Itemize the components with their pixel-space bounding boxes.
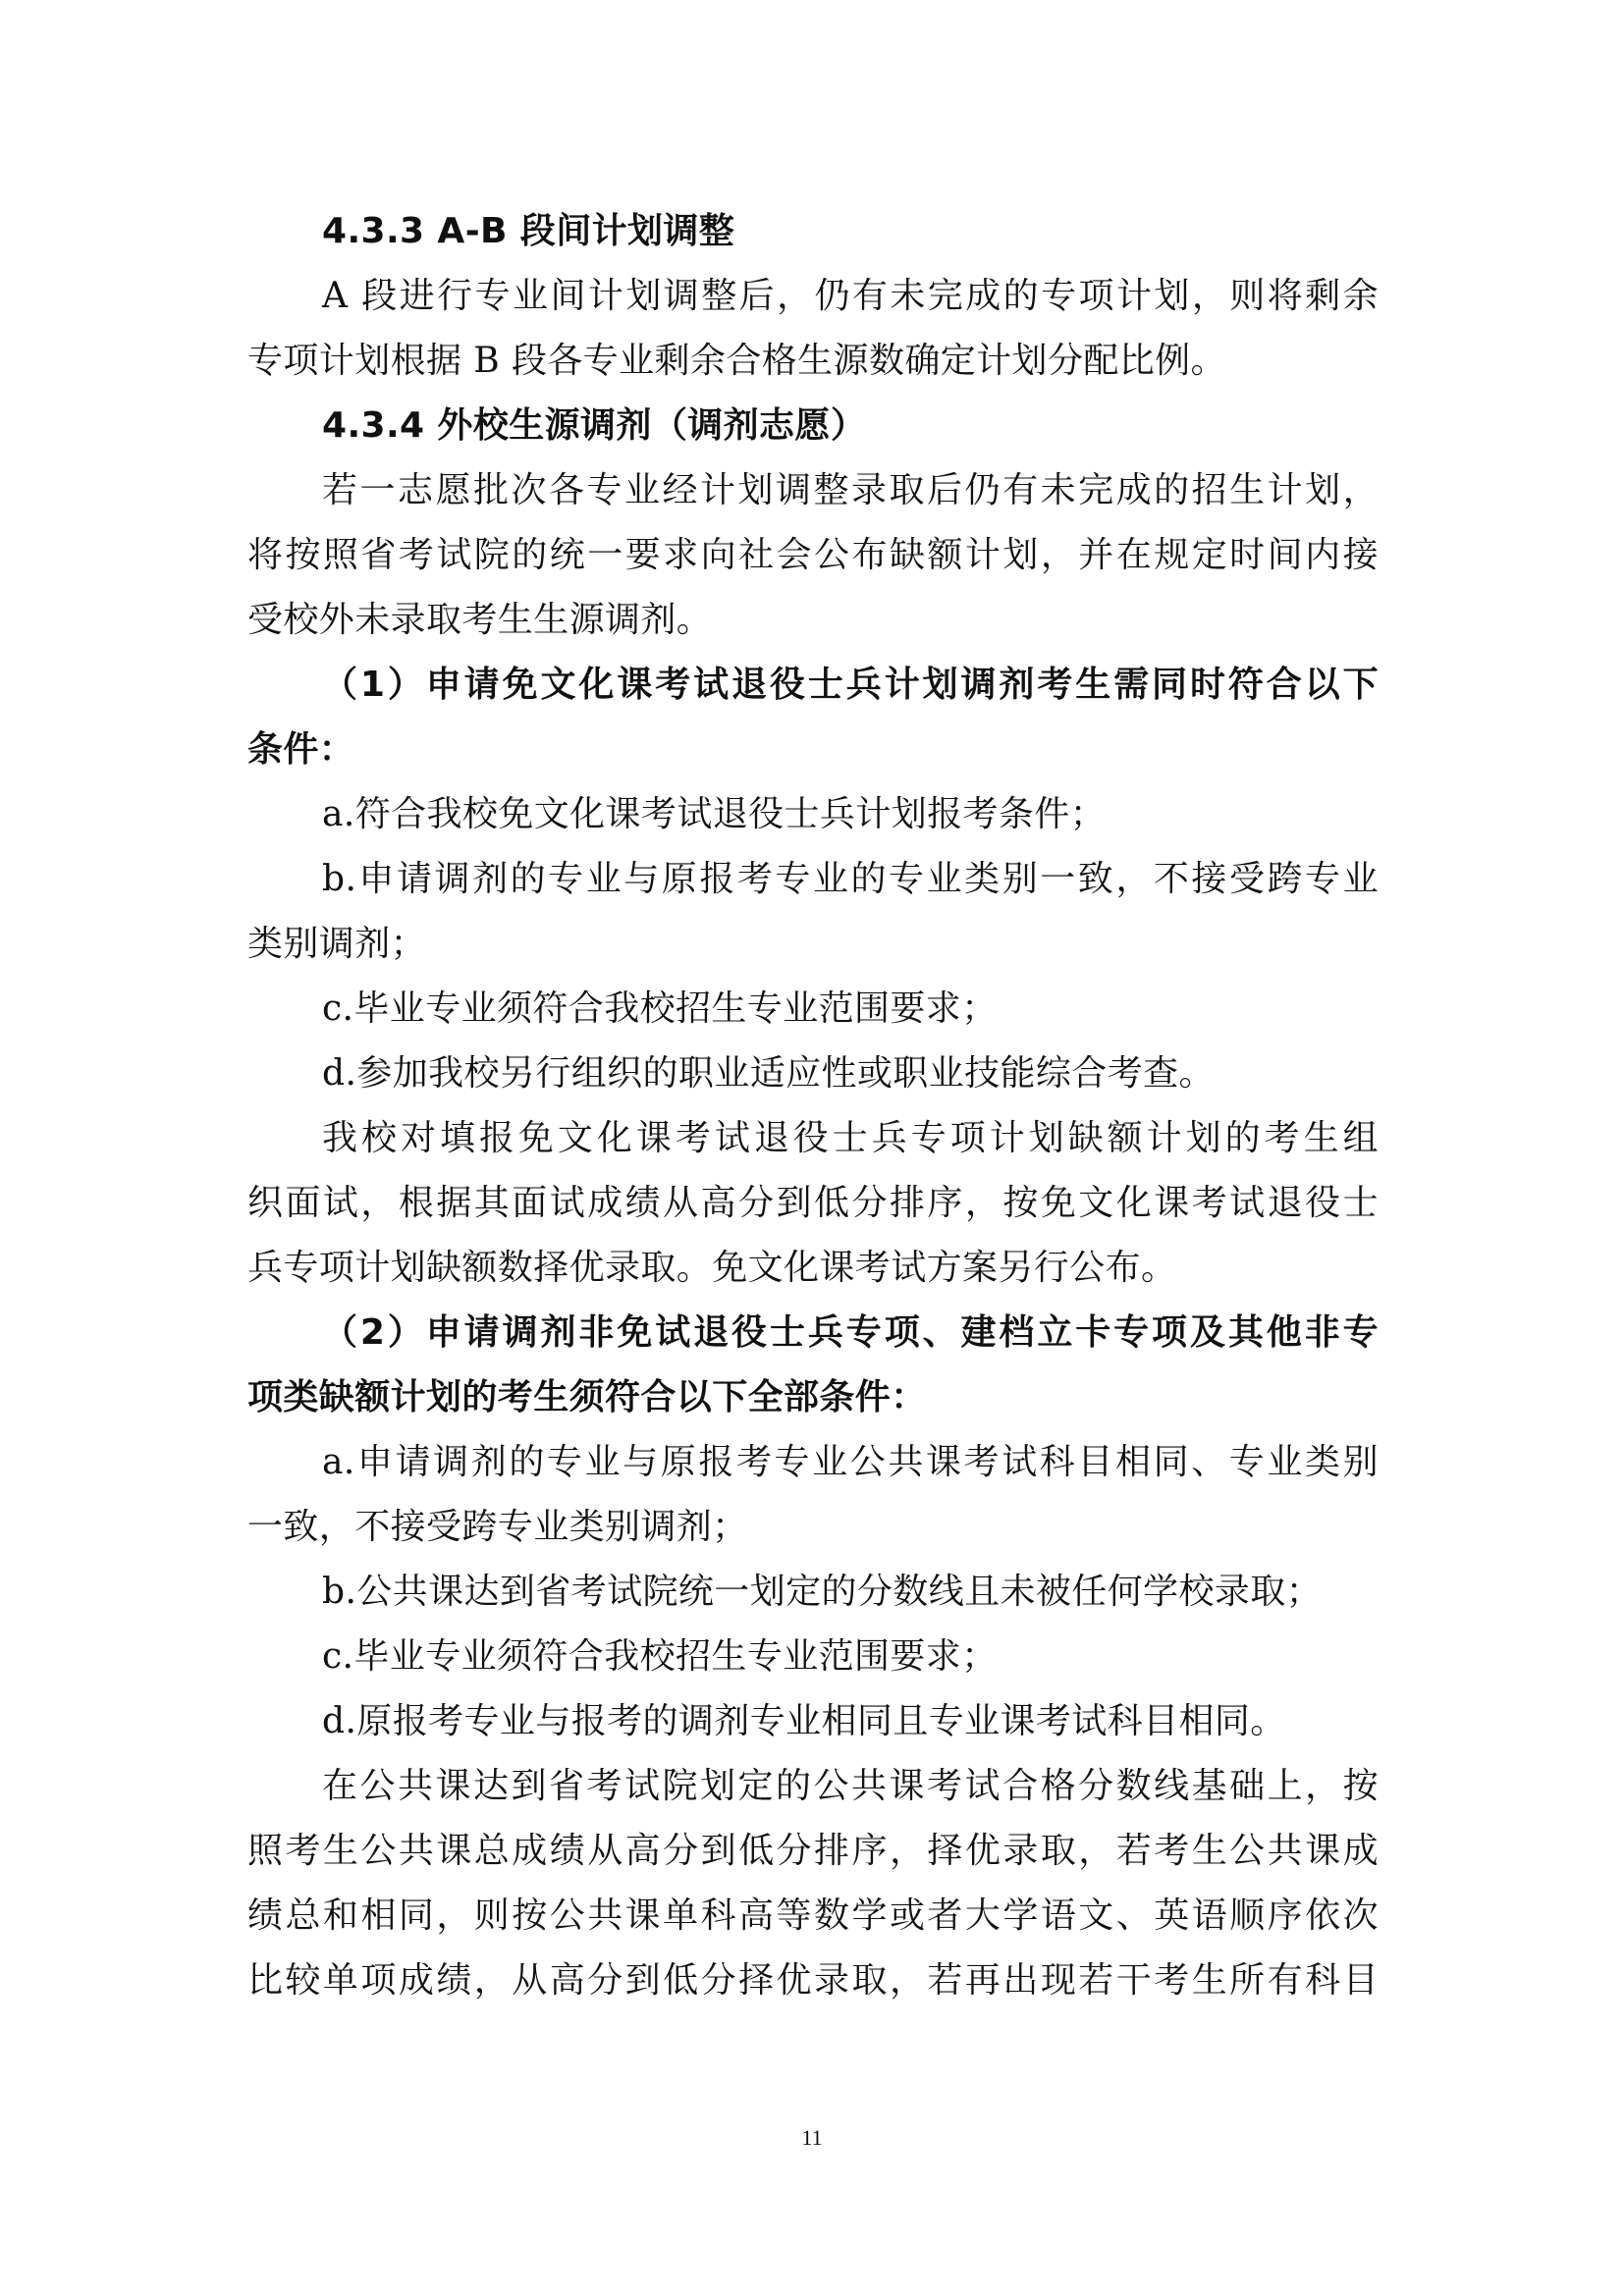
paragraph-line: 兵专项计划缺额数择优录取。免文化课考试方案另行公布。 <box>247 1248 1177 1288</box>
condition-item-a: a.申请调剂的专业与原报考专业公共课考试科目相同、专业类别 <box>322 1442 1379 1482</box>
condition-item-d: d.参加我校另行组织的职业适应性或职业技能综合考查。 <box>322 1053 1215 1094</box>
paragraph-line: 比较单项成绩，从高分到低分择优录取，若再出现若干考生所有科目 <box>247 1960 1379 2001</box>
condition-item-c: c.毕业专业须符合我校招生专业范围要求； <box>322 1636 998 1677</box>
paragraph-line: 若一志愿批次各专业经计划调整录取后仍有未完成的招生计划， <box>322 470 1379 510</box>
condition-group-2-title: 项类缺额计划的考生须符合以下全部条件： <box>247 1377 927 1417</box>
condition-item-b-cont: 类别调剂； <box>247 924 427 964</box>
condition-item-b: b.申请调剂的专业与原报考专业的专业类别一致，不接受跨专业 <box>322 859 1379 899</box>
paragraph-line: 织面试，根据其面试成绩从高分到低分排序，按免文化课考试退役士 <box>247 1183 1379 1223</box>
section-heading-4-3-4: 4.3.4 外校生源调剂（调剂志愿） <box>322 405 867 446</box>
paragraph-line: 受校外未录取考生生源调剂。 <box>247 600 713 640</box>
paragraph-line: 专项计划根据 B 段各专业剩余合格生源数确定计划分配比例。 <box>247 341 1226 381</box>
paragraph-line: 在公共课达到省考试院划定的公共课考试合格分数线基础上，按 <box>322 1766 1379 1806</box>
condition-group-1-title: （1）申请免文化课考试退役士兵计划调剂考生需同时符合以下 <box>322 665 1379 705</box>
condition-group-2-title: （2）申请调剂非免试退役士兵专项、建档立卡专项及其他非专 <box>322 1312 1379 1353</box>
condition-item-b: b.公共课达到省考试院统一划定的分数线且未被任何学校录取； <box>322 1572 1323 1612</box>
paragraph-line: 我校对填报免文化课考试退役士兵专项计划缺额计划的考生组 <box>322 1118 1379 1158</box>
page-number: 11 <box>801 2125 823 2150</box>
paragraph-line: 将按照省考试院的统一要求向社会公布缺额计划，并在规定时间内接 <box>247 535 1379 575</box>
section-heading-4-3-3: 4.3.3 A-B 段间计划调整 <box>322 211 735 251</box>
paragraph-line: 照考生公共课总成绩从高分到低分排序，择优录取，若考生公共课成 <box>247 1831 1379 1871</box>
paragraph-line: 绩总和相同，则按公共课单科高等数学或者大学语文、英语顺序依次 <box>247 1896 1379 1936</box>
condition-group-1-title: 条件： <box>247 729 355 770</box>
condition-item-d: d.原报考专业与报考的调剂专业相同且专业课考试科目相同。 <box>322 1701 1286 1741</box>
paragraph-line: A 段进行专业间计划调整后，仍有未完成的专项计划，则将剩余 <box>322 276 1379 316</box>
document-page <box>247 199 1379 2013</box>
condition-item-c: c.毕业专业须符合我校招生专业范围要求； <box>322 988 998 1029</box>
condition-item-a-cont: 一致，不接受跨专业类别调剂； <box>247 1507 748 1547</box>
condition-item-a: a.符合我校免文化课考试退役士兵计划报考条件； <box>322 794 1107 834</box>
